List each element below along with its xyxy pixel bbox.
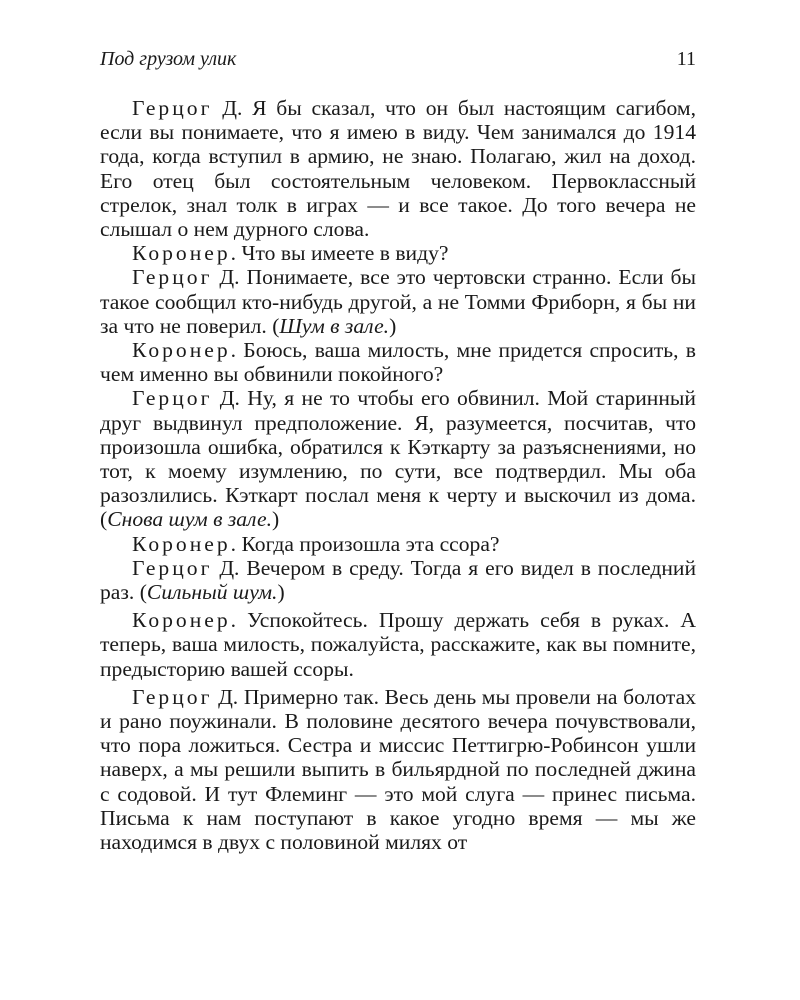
- speaker-name: Герцог: [132, 386, 213, 411]
- speaker-name: Коронер: [132, 608, 231, 633]
- speaker-tail: .: [230, 241, 237, 266]
- paragraph: [100, 338, 696, 386]
- paragraph-text: Вечером в среду. Тогда я его видел в последний раз.: [100, 555, 696, 605]
- paragraph: [100, 556, 696, 604]
- page-header: [100, 48, 696, 78]
- body-text: [100, 96, 696, 854]
- speaker-tail: Д.: [212, 96, 243, 120]
- speaker-name: Коронер: [132, 338, 231, 363]
- stage-close: ): [277, 580, 285, 605]
- stage-direction: Снова шум в зале.: [107, 507, 272, 532]
- stage-open: (: [139, 580, 147, 605]
- paragraph-text: Ну, я не то чтобы его обвинил. Мой старинный друг выдвинул предположение. Я, разумеется, посчитав, что произошла ошибка, обратился к Кэткарту за разъяснениями, но тот, к моему изумлению, по сути, все подтвердил. Мы оба разозлились. Кэткарт послал меня к черту и выскочил из дома.: [100, 386, 696, 508]
- speaker-name: Коронер: [132, 531, 231, 556]
- book-page: [100, 48, 696, 854]
- speaker-tail: Д.: [212, 386, 240, 411]
- stage-close: ): [272, 507, 280, 532]
- paragraph-text: Боюсь, ваша милость, мне придется спросить, в чем именно вы обвинили покойного?: [100, 338, 696, 387]
- speaker-tail: .: [230, 338, 237, 363]
- speaker-tail: Д.: [212, 684, 239, 709]
- paragraph-text: Когда произошла эта ссора?: [236, 531, 500, 556]
- stage-open: (: [272, 313, 280, 338]
- paragraph: [100, 608, 696, 681]
- speaker-name: Герцог: [132, 265, 213, 290]
- stage-close: ): [389, 313, 397, 338]
- paragraph-text: Примерно так. Весь день мы провели на болотах и рано поужинали. В половине десятого вечера почувствовали, что пора ложиться. Сестра и миссис Петтигрю-Робинсон ушли наверх, а мы решили выпить в бильярдной по последней джина с содовой. И тут Флеминг — это мой слуга — принес письма. Письма к нам поступают в какое угодно время — мы же находимся в двух с половиной милях от: [100, 684, 696, 855]
- stage-open: (: [100, 507, 108, 532]
- stage-direction: Шум в зале.: [279, 313, 390, 338]
- speaker-tail: .: [230, 531, 237, 556]
- speaker-name: Герцог: [132, 555, 213, 580]
- paragraph: [100, 241, 696, 265]
- paragraph-text: Понимаете, все это чертовски странно. Если бы такое сообщил кто-нибудь другой, а не Томми Фриборн, я бы ни за что не поверил.: [100, 265, 696, 338]
- paragraph: [100, 96, 696, 241]
- paragraph-text: Я бы сказал, что он был настоящим сагибом, если вы понимаете, что я имею в виду. Чем занимался до 1914 года, когда вступил в армию, не знаю. Полагаю, жил на доход. Его отец был состоятельным человеком. Первоклассный стрелок, знал толк в играх — и все такое. До того вечера не слышал о нем дурного слова.: [100, 96, 696, 242]
- running-title: Под грузом улик: [100, 48, 237, 70]
- speaker-tail: Д.: [212, 265, 240, 290]
- speaker-name: Герцог: [132, 684, 213, 709]
- speaker-tail: .: [230, 608, 237, 633]
- stage-direction: Сильный шум.: [146, 580, 278, 605]
- page-number: 11: [676, 48, 696, 70]
- paragraph: [100, 685, 696, 854]
- paragraph-text: Успокойтесь. Прошу держать себя в руках. А теперь, ваша милость, пожалуйста, расскажите, как вы помните, предысторию вашей ссоры.: [100, 608, 696, 681]
- paragraph: [100, 265, 696, 338]
- paragraph-text: Что вы имеете в виду?: [236, 241, 449, 266]
- speaker-tail: Д.: [212, 555, 240, 580]
- paragraph: [100, 386, 696, 531]
- speaker-name: Коронер: [132, 241, 231, 266]
- speaker-name: Герцог: [132, 96, 213, 120]
- paragraph: [100, 532, 696, 556]
